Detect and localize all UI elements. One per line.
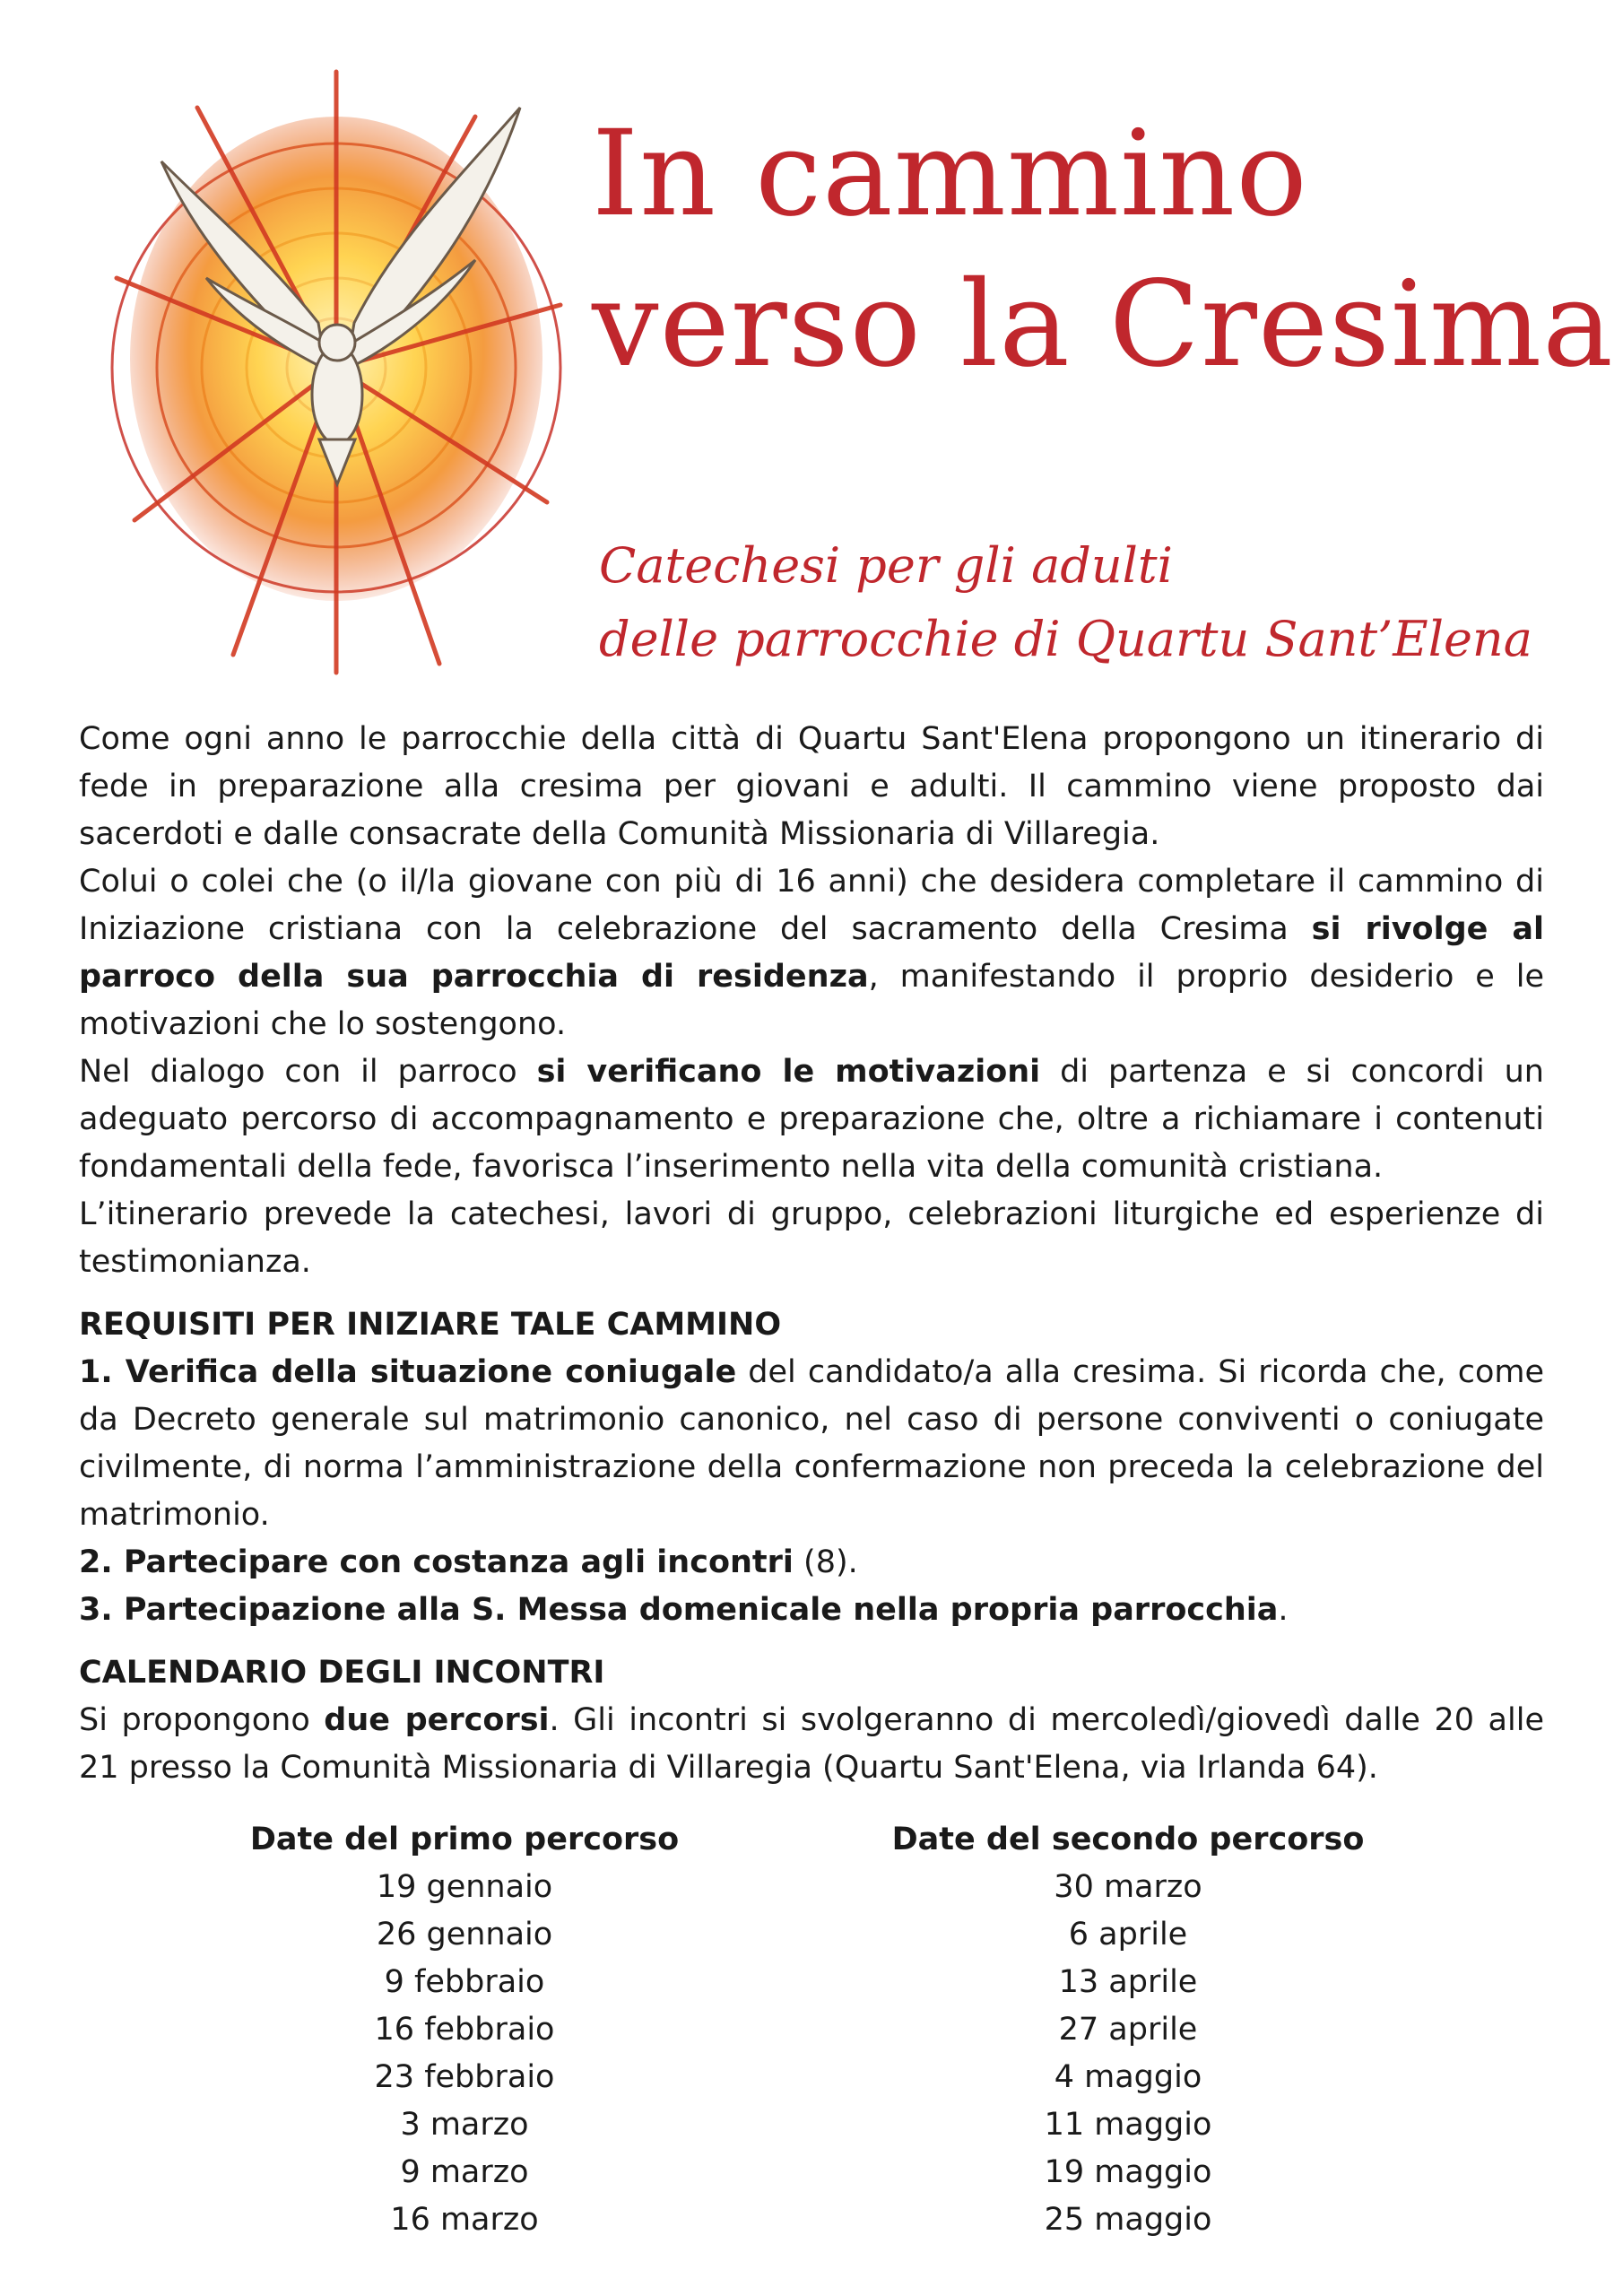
- intro-paragraph-3: [79, 1048, 1544, 1191]
- requisito-2-text: (8).: [793, 1544, 858, 1580]
- dates-section: [79, 1816, 1544, 2265]
- requisito-3-text: .: [1278, 1592, 1289, 1628]
- date-item: 16 febbraio: [374, 2012, 555, 2048]
- secondo-percorso-list: [850, 1864, 1406, 2244]
- title-line-2: verso la Cresima: [592, 256, 1614, 394]
- date-item: 19 gennaio: [376, 1869, 553, 1905]
- calendario-heading: CALENDARIO DEGLI INCONTRI: [79, 1655, 605, 1691]
- intro-p2-text-end: , manifestando il proprio desiderio e le motivazioni che lo sostengono.: [79, 959, 1544, 1042]
- subtitle-line-2: delle parrocchie di Quartu Sant’Elena: [599, 611, 1532, 667]
- intro-p3-bold: si verificano le motivazioni: [536, 1054, 1041, 1090]
- date-item: 30 marzo: [1054, 1869, 1202, 1905]
- date-item: 23 febbraio: [374, 2059, 555, 2095]
- primo-percorso-column: [187, 1816, 742, 2244]
- date-item: 9 marzo: [400, 2154, 529, 2190]
- body-text: [79, 716, 1544, 1792]
- primo-percorso-heading: Date del primo percorso: [249, 1822, 680, 1857]
- title-line-1: In cammino: [592, 105, 1308, 243]
- date-item: 27 aprile: [1058, 2012, 1198, 2048]
- date-item: 13 aprile: [1058, 1964, 1198, 2000]
- date-item: 11 maggio: [1044, 2107, 1212, 2143]
- requisito-1: [79, 1349, 1544, 1539]
- intro-p2-bold: si rivolge al parroco della sua parrocchia di residenza: [79, 911, 1544, 995]
- intro-paragraph-2: [79, 858, 1544, 1048]
- intro-p3-text-end: di partenza e si concordi un adeguato percorso di accompagnamento e preparazione che, oltre a richiamare i contenuti fondamentali della fede, favorisca l’inserimento nella vita della comunità cristiana.: [79, 1054, 1544, 1185]
- calendario-text-start: Si propongono: [79, 1702, 325, 1738]
- requisiti-heading: REQUISITI PER INIZIARE TALE CAMMINO: [79, 1307, 782, 1343]
- calendario-text: [79, 1697, 1544, 1792]
- secondo-percorso-heading: Date del secondo percorso: [891, 1822, 1365, 1857]
- subtitle: [599, 529, 1603, 676]
- requisito-3-bold: 3. Partecipazione alla S. Messa domenicale nella propria parrocchia: [79, 1592, 1279, 1628]
- calendario-text-bold: due percorsi: [324, 1702, 550, 1738]
- secondo-percorso-column: [850, 1816, 1406, 2244]
- requisito-1-bold: 1. Verifica della situazione coniugale: [79, 1354, 737, 1390]
- requisito-2-bold: 2. Partecipare con costanza agli incontri: [79, 1544, 794, 1580]
- date-item: 19 maggio: [1044, 2154, 1212, 2190]
- intro-paragraph-1: Come ogni anno le parrocchie della città di Quartu Sant'Elena propongono un itinerario di fede in preparazione alla cresima per giovani e adulti. Il cammino viene proposto dai sacerdoti e dalle consacrate della Comunità Missionaria di Villaregia.: [79, 721, 1544, 852]
- intro-paragraph-4: L’itinerario prevede la catechesi, lavori di gruppo, celebrazioni liturgiche ed esperienze di testimonianza.: [79, 1196, 1544, 1280]
- date-item: 6 aprile: [1068, 1917, 1188, 1952]
- date-item: 26 gennaio: [376, 1917, 553, 1952]
- date-item: 16 marzo: [390, 2202, 539, 2238]
- intro-p2-text: Colui o colei che (o il/la giovane con più di 16 anni) che desidera completare il cammino di Iniziazione cristiana con la celebrazione del sacramento della Cresima: [79, 864, 1544, 947]
- date-item: 4 maggio: [1054, 2059, 1202, 2095]
- intro-p3-text: Nel dialogo con il parroco: [79, 1054, 537, 1090]
- requisito-1-text: del candidato/a alla cresima. Si ricorda che, come da Decreto generale sul matrimonio canonico, nel caso di persone conviventi o coniugate civilmente, di norma l’amministrazione della confermazione non preceda la celebrazione del matrimonio.: [79, 1354, 1544, 1533]
- date-item: 3 marzo: [400, 2107, 529, 2143]
- calendario-text-end: . Gli incontri si svolgeranno di mercoledì/giovedì dalle 20 alle 21 presso la Comunità Missionaria di Villaregia (Quartu Sant'Elena, via Irlanda 64).: [79, 1702, 1544, 1786]
- requisito-3: [79, 1587, 1544, 1634]
- holy-spirit-dove-icon: [99, 54, 574, 682]
- date-item: 25 maggio: [1044, 2202, 1212, 2238]
- primo-percorso-list: [187, 1864, 742, 2244]
- requisito-2: [79, 1539, 1544, 1587]
- date-item: 9 febbraio: [384, 1964, 545, 2000]
- subtitle-line-1: Catechesi per gli adulti: [599, 537, 1173, 594]
- main-title: [592, 99, 1614, 400]
